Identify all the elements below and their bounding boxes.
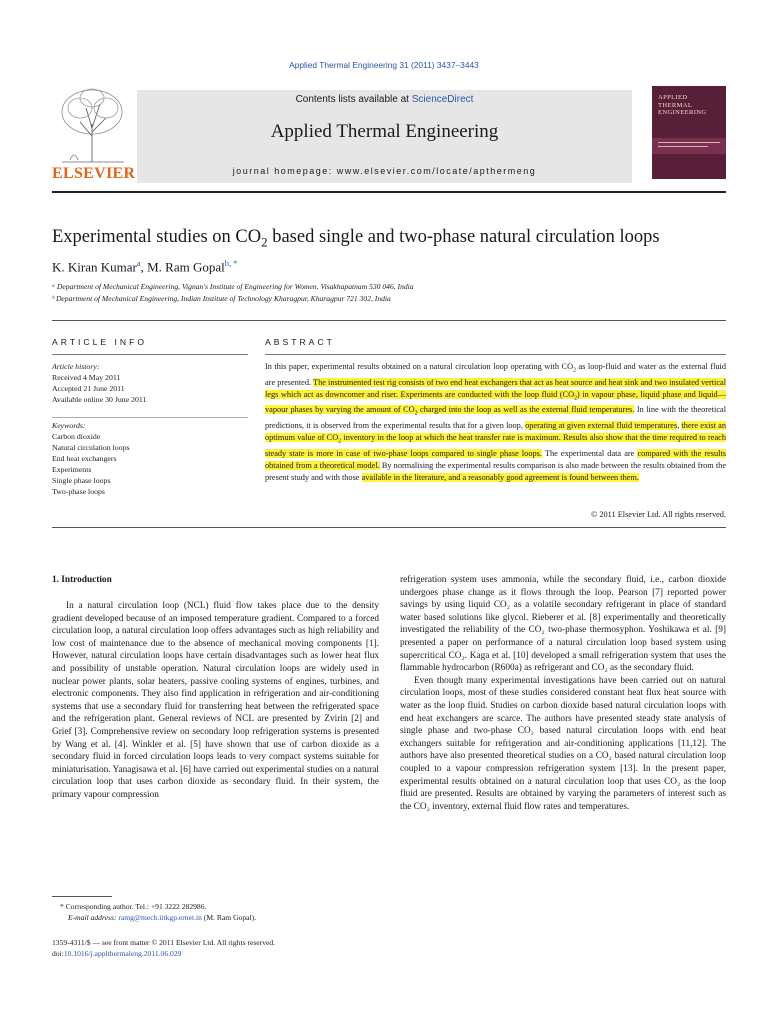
body-column-left (52, 600, 379, 802)
abstract-span: there exist an optimum value of CO (265, 421, 726, 443)
cover-stripe (658, 146, 708, 147)
author-list (52, 258, 732, 275)
paragraph: Even though many experimental investigations have been carried out on natural circulation loops, most of these studies considered constant heat flux heat source with water as the loop fluid. Studies on carbon dioxide based natural circulation loops with end heat exchangers are scarce. The authors have presented steady state analysis of single phase and two-phase CO₂ based natural circulation loops with end heat exchangers suitable for refrigeration and air-conditioning applications [11,12]. The authors have also presented theoretical studies on a CO₂ based natural circulation loop coupled to a vapour compression refrigeration system [13]. In the present paper, experimental results obtained on a natural circulation loop that uses CO₂ as the loop fluid are presented. Results are obtained by varying the parameters of interest such as the CO₂ inventory, external fluid flow rates and temperatures. (400, 675, 726, 812)
abstract-span: , (677, 421, 682, 431)
paragraph: refrigeration system uses ammonia, while the secondary fluid, i.e., carbon dioxide undergoes phase change as it flows through the loop. Pearson [7] reported power savings by using liquid CO₂ as a volatile secondary refrigerant in place of standard water based solutions like glycol. Rieberer et al. [8] experimentally and theoretically investigated the reliability of the CO₂ two-phase thermosyphon. Yoshikawa et al. [9] presented a paper on performance of a natural circulation loop based system using supercritical CO₂. Kaga et al. [10] developed a small refrigeration system that uses the flammable hydrocarbon (R600a) as refrigerant and CO₂ as the secondary fluid. (400, 575, 726, 674)
doi-link[interactable]: 10.1016/j.applthermaleng.2011.06.029 (63, 949, 182, 958)
highlight: compared with the results obtained from a theoretical model. (265, 448, 727, 470)
article-title (52, 227, 732, 251)
abstract-text (265, 361, 726, 484)
header-rule (52, 191, 726, 193)
history-label: Article history: (52, 362, 100, 371)
keyword: Single phase loops (52, 476, 111, 485)
journal-homepage[interactable]: journal homepage: www.elsevier.com/locate/apthermeng (232, 166, 537, 176)
author-separator: , (140, 259, 148, 275)
journal-title: Applied Thermal Engineering (270, 121, 499, 142)
history-accepted: Accepted 21 June 2011 (52, 384, 125, 393)
abstract-span: ) in vapour phase, liquid phase and liquid—vapour phases by varying the amount of CO (265, 389, 726, 415)
title-text: based single and two-phase natural circulation loops (267, 227, 660, 247)
section-rule (52, 320, 726, 321)
abstract-span: The instrumented test rig consists of two end heat exchangers that act as heat source and heat sink and two insulated vertical legs which act as downcomer and riser. Experiments are conducted with the loop fluid (CO (265, 377, 726, 399)
highlight: available in the literature, and a reasonably good agreement is found between them. (361, 473, 639, 482)
abstract-span: In this paper, experimental results obtained on a natural circulation loop operating with CO (265, 362, 574, 371)
article-info-rule (52, 354, 248, 355)
abstract-subscript: 2 (414, 411, 418, 418)
abstract-subscript: 2 (338, 438, 342, 445)
affiliation-a: ᵃ Department of Mechanical Engineering, Vignan's Institute of Engineering for Women, Visakhapatnam 530 046, India (52, 282, 414, 291)
abstract-span: By normalising the experimental results comparison is also made between the results obtained from the present study and with those (265, 460, 726, 482)
tree-icon (52, 84, 134, 164)
affiliation-mark[interactable]: b, * (224, 258, 238, 268)
section-rule (52, 527, 726, 528)
article-info-rule (52, 417, 248, 418)
email-suffix: (M. Ram Gopal). (201, 913, 257, 922)
body-column-right (400, 574, 726, 813)
journal-cover (652, 86, 726, 179)
title-subscript: 2 (261, 234, 268, 250)
sciencedirect-link[interactable]: ScienceDirect (411, 94, 474, 105)
author-name[interactable]: K. Kiran Kumar (52, 259, 137, 275)
abstract-span: charged into the loop as well as the external fluid temperatures. (417, 405, 635, 415)
issn-line: 1359-4311/$ — see front matter © 2011 Elsevier Ltd. All rights reserved. (52, 938, 276, 947)
cover-title-line: ENGINEERING (658, 109, 707, 116)
footnote-rule (52, 896, 112, 897)
keyword: Carbon dioxide (52, 432, 101, 441)
article-info-heading: ARTICLE INFO (52, 337, 148, 347)
publisher-name: ELSEVIER (52, 165, 136, 182)
journal-citation[interactable]: Applied Thermal Engineering 31 (2011) 3437–3443 (289, 60, 479, 70)
abstract-rule (265, 354, 726, 355)
keyword: Experiments (52, 465, 92, 474)
doi-line (52, 949, 181, 958)
history-received: Received 4 May 2011 (52, 373, 121, 382)
affiliation-b: ᵇ Department of Mechanical Engineering, Indian Institute of Technology Kharagpur, Kharagpur 721 302, India (52, 294, 391, 303)
cover-title-line: APPLIED (658, 94, 688, 101)
cover-title-line: THERMAL (658, 101, 693, 109)
abstract-span: In line with the theoretical predictions, it is observed from the experimental results that for a given loop, (265, 405, 727, 431)
email-note (68, 913, 256, 922)
title-text: Experimental studies on CO (52, 227, 262, 247)
abstract-heading: ABSTRACT (265, 337, 335, 347)
abstract-span: inventory in the loop at which the heat transfer rate is maximum. Results also show that the time required to reach steady state is more in case of two-phase loops compared to single phase loops. (265, 433, 726, 458)
keyword: Two-phase loops (52, 487, 105, 496)
copyright-notice: © 2011 Elsevier Ltd. All rights reserved. (590, 510, 726, 519)
affiliation-mark[interactable]: a (136, 258, 141, 268)
paragraph: In a natural circulation loop (NCL) fluid flow takes place due to the density gradient developed because of an imposed temperature gradient. Compared to a forced circulation loop, a natural circulation loop offers advantages such as high reliability and low cost of maintenance due to the absence of mechanical moving components [1]. However, natural circulation loops have certain disadvantages such as lower heat flux and possibility of unstable operation. Natural circulation loops are widely used in nuclear power plants, solar heaters, passive cooling systems of engines, turbines, and electronic components. They also find application in refrigeration and air-conditioning systems that use a secondary fluid for transferring heat between the refrigerated space and the refrigeration plant. General reviews of NCL are presented by Zvirin [2] and Grief [3]. Comprehensive review on secondary loop refrigeration systems is presented by Wang et al. [4]. Winkler et al. [5] have shown that use of carbon dioxide as a secondary fluid in forced circulation loops leads to very compact systems suitable for miniaturisation. Yanagisawa et al. [6] have carried out experimental studies on a natural circulation loop that uses carbon dioxide as secondary fluid. In their system, the primary vapour compression (52, 601, 379, 800)
author-name[interactable]: M. Ram Gopal (147, 259, 225, 275)
abstract-span: The experimental data are (541, 448, 638, 458)
cover-stripe (658, 142, 720, 143)
contents-prefix: Contents lists available at (295, 94, 412, 105)
keywords-label: Keywords: (52, 421, 86, 430)
email-link[interactable]: ramg@mech.iitkgp.ernet.in (118, 913, 202, 922)
abstract-subscript: 2 (574, 395, 578, 402)
doi-label: doi: (52, 949, 64, 958)
abstract-subscript: 2 (573, 367, 576, 374)
corresponding-author-note: * Corresponding author. Tel.: +91 3222 282986. (60, 902, 207, 911)
keyword: Natural circulation loops (52, 443, 130, 452)
history-online: Available online 30 June 2011 (52, 395, 147, 404)
abstract-span: as loop-fluid and water as the external fluid are presented. (265, 362, 726, 387)
contents-line (137, 94, 632, 105)
keyword: End heat exchangers (52, 454, 117, 463)
section-heading-introduction: 1. Introduction (52, 575, 112, 585)
email-label: E-mail address: (68, 913, 119, 922)
highlight: operating at given external fluid temperatures (525, 421, 678, 431)
